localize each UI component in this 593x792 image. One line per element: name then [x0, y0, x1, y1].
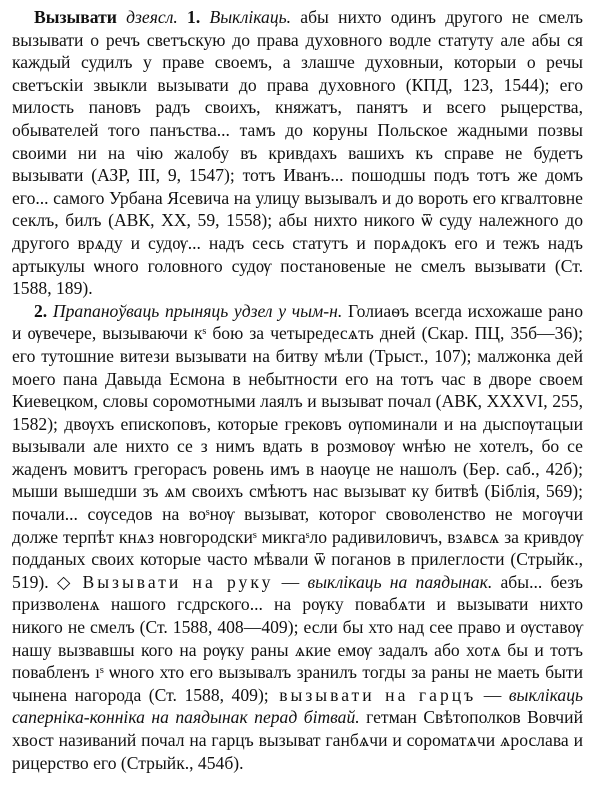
grammatical-label: дзеясл.	[116, 7, 178, 27]
phrase-dash: —	[476, 684, 509, 705]
dictionary-entry-sense-1	[12, 6, 583, 300]
sense-gloss: Выклікаць.	[200, 7, 292, 27]
phrase-quotations: гетман Свѣтополков Вовчий хвост називаний почал на гарцъ вызыват ганбѧчи и сороматѧчи ѧрослава и рицерство его (Стрыйк., 454б).	[12, 707, 583, 773]
phrase-heading: вызывати на гарцъ	[268, 684, 477, 705]
phrase-marker: ◇	[48, 571, 83, 592]
sense-gloss: Прапаноўваць прыняць удзел у чым-н.	[47, 300, 343, 321]
sense-quotations: абы нихто одинъ другого не смелъ вызывати о речъ светъскую до права духовного водле статуту але абы ся каждый судилъ у праве своемъ, а злашче духовныи, которыи о речы светъскіи звыкли вызывати до права духовного (КПД, 123, 1544); его милость пановъ радъ своихъ, княжатъ, панятъ и всего рыцерства, обывателей того панъства... тамъ до коруны Польское жадными позвы своими ни на чію жалобу въ кривдахъ вашихъ къ справе не будетъ вызывати (АЗР, III, 9, 1547); тотъ Иванъ... пошодшы подъ тотъ же домъ его... самого Урбана Ясевича на улицу вызывалъ и до вороть его кгвалтовне секлъ, билъ (АВК, XX, 59, 1558); абы нихто никого ѿ суду належного до другого врѧду и судѹ... надъ сесь статутъ и порѧдокъ его и тежъ надъ артыкулы ѡного головного судѹ постановеные не смелъ вызывати (Ст. 1588, 189).	[12, 7, 584, 299]
dictionary-entry-sense-2	[12, 300, 583, 774]
phrase-gloss: выклікаць саперніка-конніка на паядынак перад бітвай.	[12, 684, 583, 728]
headword: Вызывати	[34, 7, 117, 27]
sense-quotations: Голиаѳъ всегда исхожаше рано и ѹвечере, вызываючи кˢ бою за четыредесѧть дней (Скар. ПЦ, 35б—36); его тутошние витези вызывати на битву мѣли (Трыст., 107); малжонка дей моего пана Давыда Есмона в небытности его на тотъ час в дворе своем Киевецком, словы соромотными лаялъ и вызыват почал (АВК, XXXVI, 255, 1582); двѹхъ епископовъ, которые грековъ ѹпоминали и на дыспѹтацыи вызывали але нихто се з нимъ вдать в розмовѹ ѡнѣю не хотелъ, бо се жаденъ мовитъ грегорасъ ровень имъ в наѹце не нашолъ (Бер. саб., 42б); мыши вышедши зъ ѧм своихъ смѣютъ нас вызыват ку битвѣ (Біблія, 569); почали... сѹседов на воˢнѹ вызыват, которог своволенство не могѹчи долже терпѣт кнѧз новгородскиˢ микгаˢло радивиловичъ, взѧвсѧ за кривдѹ подданых своих которые часто мѣвали ѿ поганов в прилеглости (Стрыйк., 519).	[12, 300, 584, 592]
phrase-quotations: абы... безъ призволенѧ нашого гсдрского... на рѹку повабѧти и вызывати нихто никого не смелъ (Ст. 1588, 408—409); если бы хто над сее право и ѹставѹ нашу вызвавшы кого на рѹку раны ѧкие емѹ задалъ або хотѧ бы и тотъ повабленъ ıˢ ѡного хто его вызывалъ зранилъ тогды за раны не маеть быти чынена нагорода (Ст. 1588, 409);	[12, 571, 583, 705]
phrase-gloss: выклікаць на паядынак.	[307, 571, 493, 592]
sense-number: 1.	[177, 7, 201, 27]
sense-number: 2.	[34, 300, 48, 321]
phrase-heading: Вызывати на руку	[82, 571, 274, 592]
phrase-dash: —	[273, 571, 308, 592]
